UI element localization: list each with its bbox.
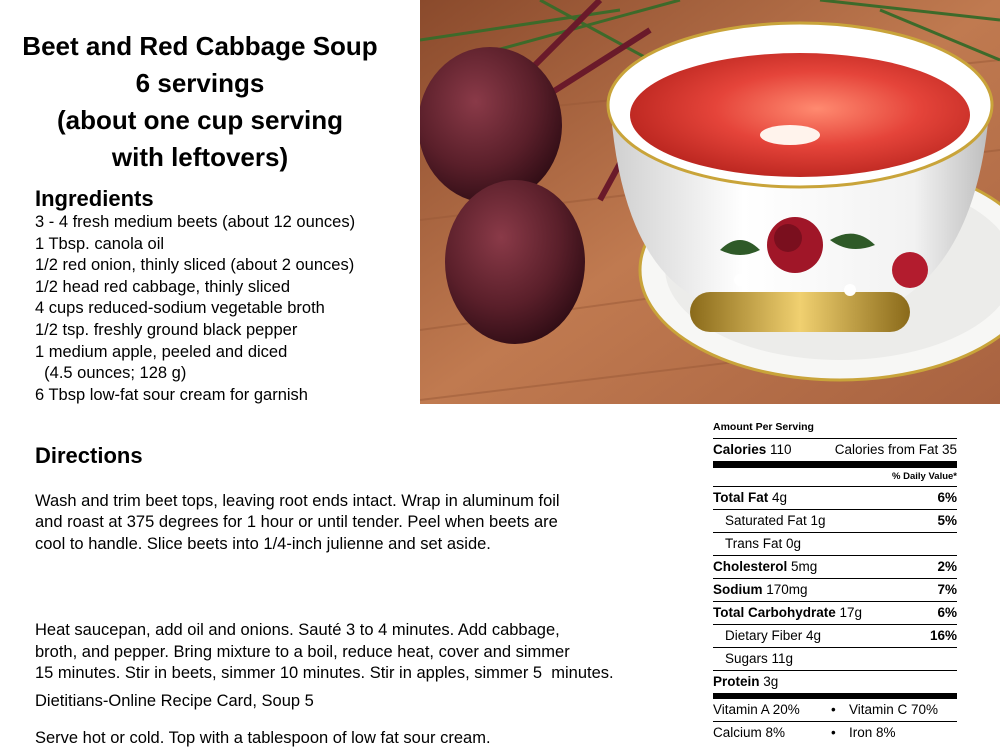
ingredient-item: 1/2 tsp. freshly ground black pepper (35, 320, 298, 339)
recipe-title (0, 28, 400, 176)
saturated-fat: Saturated Fat 1g (725, 513, 826, 528)
daily-value-header: % Daily Value* (713, 468, 957, 487)
directions-line: cool to handle. Slice beets into 1/4-inch julienne and set aside. (35, 534, 491, 553)
protein-value: 3g (763, 674, 779, 689)
calories-value: 110 (770, 442, 792, 457)
cholesterol-value: 5mg (791, 559, 818, 574)
cholesterol-dv: 2% (937, 559, 957, 574)
soup-photo-illustration (420, 0, 1000, 404)
ingredient-item: 4 cups reduced-sodium vegetable broth (35, 299, 325, 318)
carbohydrate-row (713, 602, 957, 625)
dietary-fiber-dv: 16% (929, 628, 957, 643)
ingredient-item: 1 Tbsp. canola oil (35, 234, 165, 253)
fiber-row (713, 625, 957, 648)
sugars: Sugars 11g (725, 651, 794, 666)
calcium: Calcium 8% (713, 725, 786, 740)
amount-per-serving: Amount Per Serving (713, 421, 814, 433)
bullet: • (831, 702, 836, 717)
directions-line: and roast at 375 degrees for 1 hour or until tender. Peel when beets are (35, 513, 558, 532)
ingredient-item: 6 Tbsp low-fat sour cream for garnish (35, 385, 308, 404)
ingredient-item: (4.5 ounces; 128 g) (35, 364, 187, 383)
cholesterol-label: Cholesterol (713, 559, 788, 574)
cholesterol-row (713, 556, 957, 579)
trans-fat: Trans Fat 0g (725, 536, 802, 551)
directions-line: Wash and trim beet tops, leaving root ends intact. Wrap in aluminum foil (35, 491, 560, 510)
minerals-row (713, 722, 957, 744)
protein-label: Protein (713, 674, 760, 689)
title-line: (about one cup serving (56, 105, 344, 135)
saturated-fat-row (713, 510, 957, 533)
vitamins-row (713, 699, 957, 722)
total-fat-dv: 6% (937, 490, 957, 505)
directions-line: Heat saucepan, add oil and onions. Sauté 3 to 4 minutes. Add cabbage, (35, 621, 560, 640)
carbohydrate-label: Total Carbohydrate (713, 605, 836, 620)
ingredients-list (35, 212, 355, 406)
ingredient-item: 3 - 4 fresh medium beets (about 12 ounces) (35, 213, 356, 231)
ingredient-item: 1/2 red onion, thinly sliced (about 2 ounces) (35, 256, 355, 275)
title-line: Beet and Red Cabbage Soup (22, 31, 378, 61)
bullet: • (831, 725, 836, 740)
calories-row (713, 438, 957, 462)
calories-from-fat: Calories from Fat 35 (834, 442, 957, 457)
ingredient-item: 1 medium apple, peeled and diced (35, 342, 288, 361)
ingredient-item: 1/2 head red cabbage, thinly sliced (35, 277, 291, 296)
iron: Iron 8% (849, 725, 896, 740)
directions-line: 15 minutes. Stir in beets, simmer 10 minutes. Stir in apples, simmer 5 minutes. (35, 664, 614, 683)
soup-photo (420, 0, 1000, 404)
vitamin-a: Vitamin A 20% (713, 702, 800, 717)
sodium-label: Sodium (713, 582, 763, 597)
calories-label: Calories (713, 442, 767, 457)
sugars-row (713, 648, 957, 671)
total-fat-label: Total Fat (713, 490, 769, 505)
total-fat-value: 4g (772, 490, 788, 505)
saturated-fat-dv: 5% (937, 513, 957, 528)
footer-credit: Dietitians-Online Recipe Card, Soup 5 (35, 692, 314, 710)
ingredients-heading: Ingredients (35, 186, 154, 211)
vitamin-c: Vitamin C 70% (849, 702, 939, 717)
trans-fat-row (713, 533, 957, 556)
title-line: with leftovers) (111, 142, 289, 172)
directions-heading: Directions (35, 443, 143, 468)
nutrition-facts (713, 418, 957, 744)
sodium-value: 170mg (766, 582, 808, 597)
title-line: 6 servings (135, 68, 265, 98)
directions-line: broth, and pepper. Bring mixture to a boil, reduce heat, cover and simmer (35, 642, 570, 661)
carbohydrate-dv: 6% (937, 605, 957, 620)
protein-row (713, 671, 957, 693)
carbohydrate-value: 17g (839, 605, 863, 620)
sodium-dv: 7% (937, 582, 957, 597)
directions-line: Serve hot or cold. Top with a tablespoon of low fat sour cream. (35, 729, 491, 748)
total-fat-row (713, 487, 957, 510)
sodium-row (713, 579, 957, 602)
dietary-fiber: Dietary Fiber 4g (725, 628, 822, 643)
